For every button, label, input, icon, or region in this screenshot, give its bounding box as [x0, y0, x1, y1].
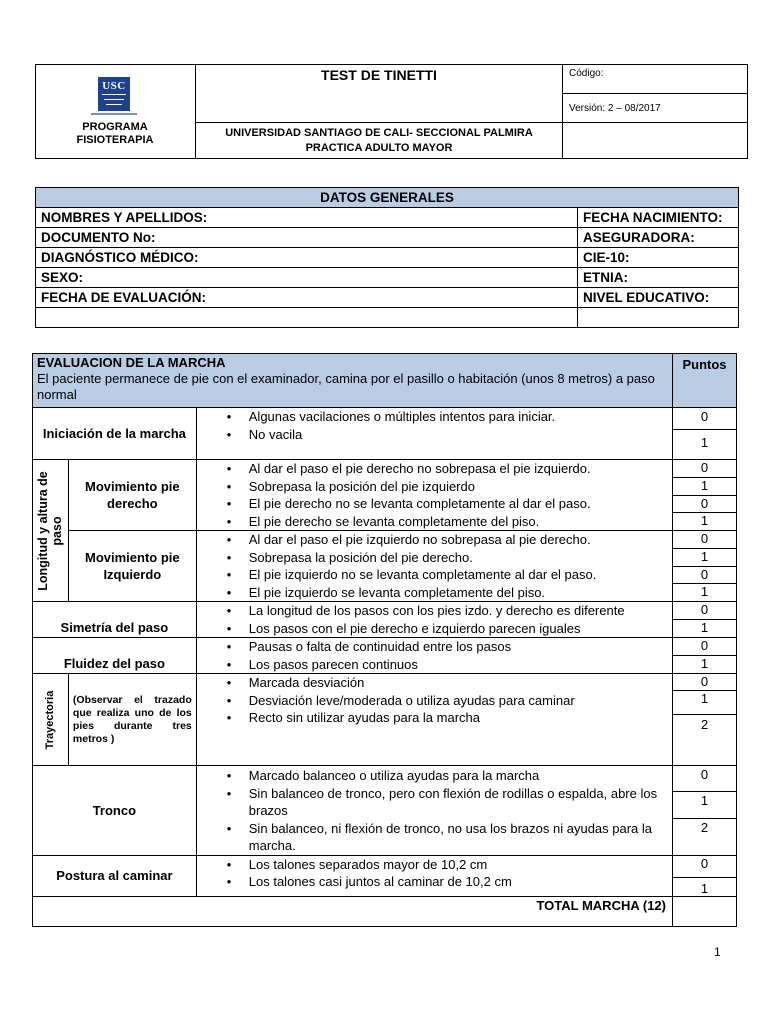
fecha-nacimiento-field[interactable]: FECHA NACIMIENTO:	[578, 208, 739, 228]
tronco-points	[673, 766, 737, 856]
mov-izquierdo-items	[196, 531, 672, 602]
datos-generales-title: DATOS GENERALES	[36, 188, 739, 208]
total-marcha-value[interactable]	[673, 896, 737, 926]
point-value[interactable]: 1	[673, 478, 736, 496]
list-item: • La longitud de los pasos con los pies izdo. y derecho es diferente	[249, 602, 666, 620]
university-name: UNIVERSIDAD SANTIAGO DE CALI- SECCIONAL PALMIRA	[225, 126, 533, 139]
marcha-description: El paciente permanece de pie con el examinador, camina por el pasillo o habitación (unos 8 metros) a paso normal	[37, 371, 655, 402]
marcha-header	[33, 354, 673, 408]
list-item: • Al dar el paso el pie derecho no sobrepasa el pie izquierdo.	[249, 460, 666, 478]
total-marcha-label: TOTAL MARCHA (12)	[33, 896, 673, 926]
iniciacion-label: Iniciación de la marcha	[33, 408, 197, 460]
point-value[interactable]: 1	[700, 513, 709, 528]
list-item: • El pie izquierdo se levanta completamente del piso.	[249, 584, 666, 602]
document-title: TEST DE TINETTI	[196, 65, 563, 123]
fecha-evaluacion-field[interactable]: FECHA DE EVALUACIÓN:	[36, 288, 578, 308]
postura-items	[196, 855, 672, 896]
simetria-label: Simetría del paso	[33, 602, 197, 638]
mov-izquierdo-points	[673, 531, 737, 602]
point-value[interactable]: 0	[673, 638, 736, 656]
point-value[interactable]: 1	[700, 656, 709, 671]
sexo-field[interactable]: SEXO:	[36, 268, 578, 288]
documento-field[interactable]: DOCUMENTO No:	[36, 228, 578, 248]
list-item: • El pie derecho se levanta completamente del piso.	[249, 513, 666, 531]
list-item: • Los talones separados mayor de 10,2 cm	[249, 856, 666, 874]
point-value[interactable]: 0	[673, 674, 736, 691]
point-value[interactable]: 1	[673, 549, 736, 567]
point-value[interactable]: 1	[700, 620, 709, 635]
marcha-title: EVALUACION DE LA MARCHA	[37, 355, 226, 370]
tronco-label: Tronco	[33, 766, 197, 856]
diagnostico-field[interactable]: DIAGNÓSTICO MÉDICO:	[36, 248, 578, 268]
list-item: • El pie derecho no se levanta completamente al dar el paso.	[249, 495, 666, 513]
list-item: • El pie izquierdo no se levanta completamente al dar el paso.	[249, 566, 666, 584]
point-value[interactable]: 0	[673, 496, 736, 513]
list-item: • Sobrepasa la posición del pie derecho.	[249, 549, 666, 567]
point-value[interactable]: 0	[673, 460, 736, 478]
point-value[interactable]: 1	[700, 880, 709, 896]
iniciacion-items	[196, 408, 672, 460]
point-value[interactable]: 1	[700, 435, 709, 450]
list-item: • Los pasos con el pie derecho e izquierdo parecen iguales	[249, 620, 666, 638]
fluidez-points	[673, 638, 737, 674]
list-item: • Algunas vacilaciones o múltiples intentos para iniciar.	[249, 408, 666, 426]
list-item: • Marcado balanceo o utiliza ayudas para la marcha	[249, 767, 666, 785]
puntos-header: Puntos	[673, 354, 737, 408]
logo-cell	[36, 65, 196, 159]
point-value[interactable]: 0	[673, 531, 736, 549]
list-item: • Marcada desviación	[249, 674, 666, 692]
longitud-altura-label: Longitud y altura de paso	[33, 460, 69, 602]
point-value[interactable]: 2	[700, 820, 709, 835]
point-value[interactable]: 1	[673, 691, 736, 715]
postura-label: Postura al caminar	[33, 855, 197, 896]
list-item: • No vacila	[249, 426, 666, 444]
point-value[interactable]: 2	[700, 717, 709, 732]
simetria-points	[673, 602, 737, 638]
point-value[interactable]: 1	[673, 792, 736, 819]
mov-izquierdo-label: Movimiento pie Izquierdo	[68, 531, 196, 602]
cie10-field[interactable]: CIE-10:	[578, 248, 739, 268]
trayectoria-points	[673, 674, 737, 766]
empty-cell	[563, 123, 748, 159]
tronco-items	[196, 766, 672, 856]
trayectoria-items	[196, 674, 672, 766]
trayectoria-note: (Observar el trazado que realiza uno de los pies durante tres metros )	[68, 674, 196, 766]
point-value[interactable]: 0	[673, 766, 736, 792]
fluidez-label: Fluidez del paso	[33, 638, 197, 674]
empty-cell	[578, 308, 739, 328]
list-item: • Los pasos parecen continuos	[249, 656, 666, 674]
program-name: PROGRAMA FISIOTERAPIA	[76, 121, 154, 146]
usc-logo: USC	[98, 77, 130, 111]
university-info	[196, 123, 563, 159]
list-item: • Sin balanceo de tronco, pero con flexión de rodillas o espalda, abre los brazos	[249, 785, 666, 820]
page-number: 1	[714, 945, 721, 959]
mov-derecho-items	[196, 460, 672, 531]
codigo-label: Código:	[563, 65, 748, 94]
practice-name: PRACTICA ADULTO MAYOR	[305, 141, 453, 154]
postura-points	[673, 855, 737, 896]
nivel-educativo-field[interactable]: NIVEL EDUCATIVO:	[578, 288, 739, 308]
etnia-field[interactable]: ETNIA:	[578, 268, 739, 288]
point-value[interactable]: 0	[673, 408, 736, 430]
point-value[interactable]: 0	[673, 602, 736, 620]
trayectoria-label: Trayectoria	[33, 674, 69, 766]
aseguradora-field[interactable]: ASEGURADORA:	[578, 228, 739, 248]
nombres-field[interactable]: NOMBRES Y APELLIDOS:	[36, 208, 578, 228]
list-item: • Los talones casi juntos al caminar de 10,2 cm	[249, 873, 666, 891]
list-item: • Pausas o falta de continuidad entre los pasos	[249, 638, 666, 656]
point-value[interactable]: 1	[700, 584, 709, 599]
list-item: • Al dar el paso el pie izquierdo no sobrepasa al pie derecho.	[249, 531, 666, 549]
mov-derecho-points	[673, 460, 737, 531]
list-item: • Sin balanceo, ni flexión de tronco, no usa los brazos ni ayudas para la marcha.	[249, 820, 666, 855]
mov-derecho-label: Movimiento pie derecho	[68, 460, 196, 531]
simetria-items	[196, 602, 672, 638]
version-label: Versión: 2 – 08/2017	[563, 94, 748, 123]
empty-cell	[36, 308, 578, 328]
datos-generales-table	[35, 187, 739, 328]
fluidez-items	[196, 638, 672, 674]
iniciacion-points	[673, 408, 737, 460]
point-value[interactable]: 0	[673, 567, 736, 584]
document-header	[35, 64, 748, 159]
list-item: • Recto sin utilizar ayudas para la marcha	[249, 709, 666, 727]
point-value[interactable]: 0	[673, 856, 736, 878]
marcha-table	[32, 353, 737, 927]
list-item: • Desviación leve/moderada o utiliza ayudas para caminar	[249, 692, 666, 710]
list-item: • Sobrepasa la posición del pie izquierdo	[249, 478, 666, 496]
